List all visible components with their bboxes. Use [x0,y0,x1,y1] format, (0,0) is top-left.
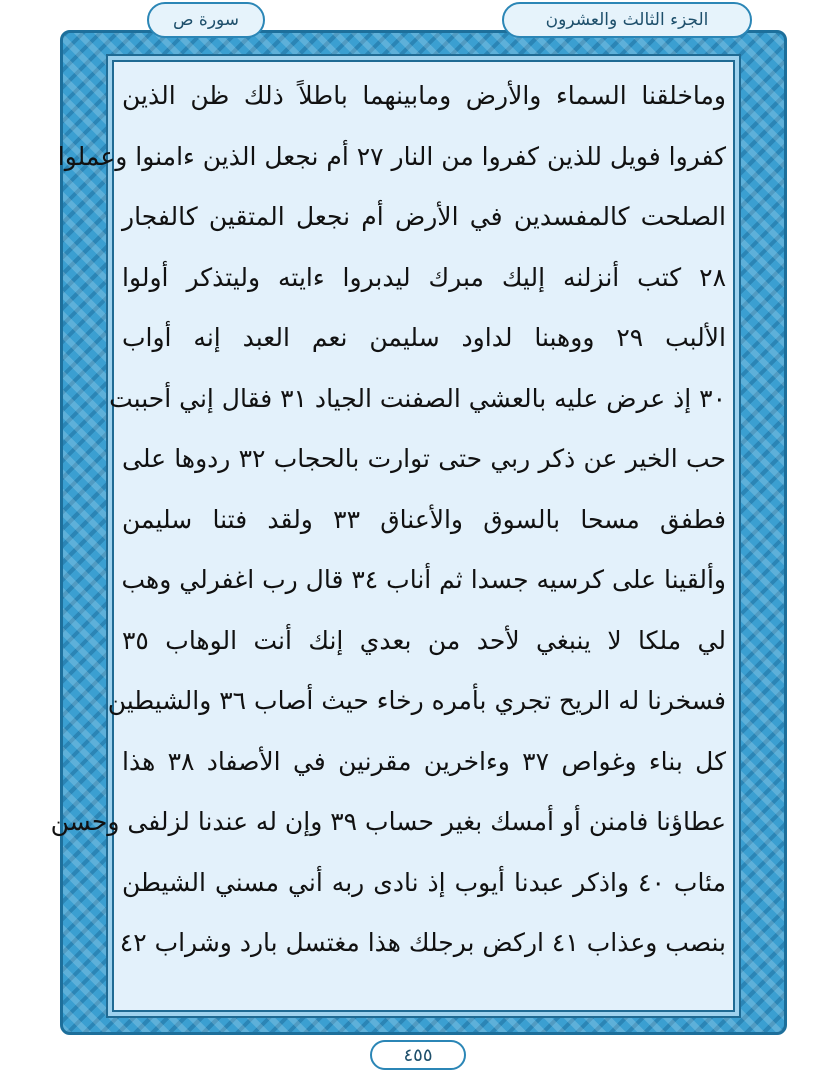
text-line: فسخرنا له الريح تجري بأمره رخاء حيث أصاب ٣٦ والشيطين [107,686,726,715]
surah-title [147,2,265,38]
text-line: وألقينا على كرسيه جسدا ثم أناب ٣٤ قال رب اغفرلي وهب [121,565,726,594]
text-line: لي ملكا لا ينبغي لأحد من بعدي إنك أنت الوهاب ٣٥ [122,625,726,655]
text-line: وماخلقنا السماء والأرض ومابينهما باطلاً ذلك ظن الذين [122,81,726,110]
juz-label: الجزء الثالث والعشرون [545,10,709,30]
page-number-label: ٤٥٥ [403,1044,433,1066]
text-line: ٣٠ إذ عرض عليه بالعشي الصفنت الجياد ٣١ فقال إني أحببت [109,383,726,413]
text-line: بنصب وعذاب ٤١ اركض برجلك هذا مغتسل بارد وشراب ٤٢ [119,928,726,957]
text-line: حب الخير عن ذكر ربي حتى توارت بالحجاب ٣٢ ردوها على [122,444,726,473]
juz-title [502,2,752,38]
quran-text [50,66,730,974]
page-number [370,1040,466,1070]
text-line: مئاب ٤٠ واذكر عبدنا أيوب إذ نادى ربه أني مسني الشيطن [122,867,726,897]
text-line: كفروا فويل للذين كفروا من النار ٢٧ أم نجعل الذين ءامنوا وعملوا [57,141,726,171]
text-line: الصلحت كالمفسدين في الأرض أم نجعل المتقين كالفجار [122,202,726,231]
text-line: فطفق مسحا بالسوق والأعناق ٣٣ ولقد فتنا سليمن [122,504,726,534]
text-line: الألبب ٢٩ ووهبنا لداود سليمن نعم العبد إنه أواب [122,323,726,352]
text-line: عطاؤنا فامنن أو أمسك بغير حساب ٣٩ وإن له عندنا لزلفى وحسن [50,807,726,836]
surah-label: سورة ص [172,10,240,30]
text-line: كل بناء وغواص ٣٧ وءاخرين مقرنين في الأصفاد ٣٨ هذا [122,746,726,776]
text-line: ٢٨ كتب أنزلنه إليك مبرك ليدبروا ءايته وليتذكر أولوا [122,262,726,292]
